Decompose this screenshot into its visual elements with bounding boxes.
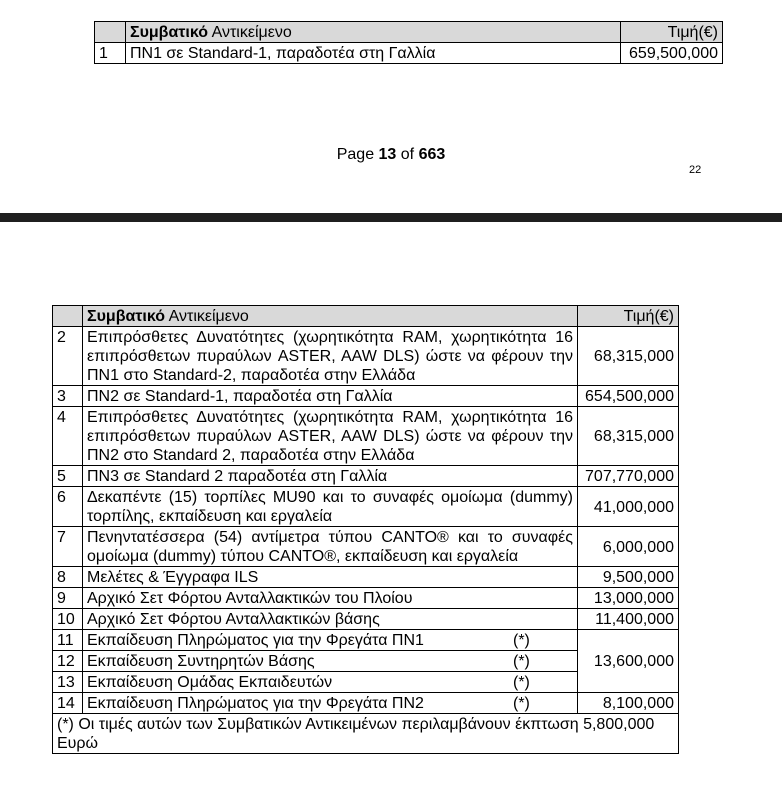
row-desc: Επιπρόσθετες Δυνατότητες (χωρητικότητα RAM, χωρητικότητα 16 επιπρόσθετων πυραύλων ASTER, AAW DLS) ώστε να φέρουν την ΠΝ2 στο Standard 2, παραδοτέα στην Ελλάδα (82, 407, 577, 466)
header-subject-cell (82, 306, 577, 327)
row-no: 3 (53, 386, 83, 407)
table-row (53, 386, 679, 407)
table-row (53, 466, 679, 487)
row-no: 1 (95, 43, 126, 64)
row-desc (82, 651, 577, 672)
table-row (95, 43, 723, 64)
table-row (53, 693, 679, 714)
header-price-cell: Τιμή(€) (578, 306, 679, 327)
row-price: 68,315,000 (578, 327, 679, 386)
header-no-cell (95, 22, 126, 43)
row-desc: Μελέτες & Έγγραφα ILS (82, 567, 577, 588)
row-desc (82, 672, 577, 693)
row-price: 41,000,000 (578, 487, 679, 527)
header-no-cell (53, 306, 83, 327)
page-indicator (0, 146, 782, 164)
footer-page-number: 22 (689, 164, 702, 176)
table-row (53, 527, 679, 567)
table-header-row (95, 22, 723, 43)
top-items-table (94, 21, 723, 64)
row-desc-text: Εκπαίδευση Συντηρητών Βάσης (86, 653, 315, 670)
page-total: 663 (418, 146, 446, 163)
row-price: 68,315,000 (578, 407, 679, 466)
row-desc: ΠΝ1 σε Standard-1, παραδοτέα στη Γαλλία (125, 43, 620, 64)
bottom-items-table (52, 305, 679, 754)
table-row (53, 630, 679, 651)
table-header-row (53, 306, 679, 327)
header-subject-rest: Αντικείμενο (165, 308, 249, 325)
row-no: 5 (53, 466, 83, 487)
asterisk-mark: (*) (512, 674, 530, 691)
row-no: 14 (53, 693, 83, 714)
header-subject-cell (125, 22, 620, 43)
row-price: 11,400,000 (578, 609, 679, 630)
row-desc: ΠΝ3 σε Standard 2 παραδοτέα στη Γαλλία (82, 466, 577, 487)
table-row (53, 407, 679, 466)
row-desc-text: Εκπαίδευση Ομάδας Εκπαιδευτών (86, 674, 333, 691)
row-no: 9 (53, 588, 83, 609)
table-row (53, 609, 679, 630)
discount-note: (*) Οι τιμές αυτών των Συμβατικών Αντικειμένων περιλαμβάνουν έκπτωση 5,800,000 Ευρώ (53, 714, 679, 754)
asterisk-mark: (*) (512, 632, 530, 649)
row-price: 659,500,000 (621, 43, 723, 64)
row-no: 11 (53, 630, 83, 651)
row-desc: ΠΝ2 σε Standard-1, παραδοτέα στη Γαλλία (82, 386, 577, 407)
page-current: 13 (378, 146, 397, 163)
header-price-cell: Τιμή(€) (621, 22, 723, 43)
table-row (53, 487, 679, 527)
row-price: 13,000,000 (578, 588, 679, 609)
page-middle: of (396, 146, 419, 163)
row-price: 6,000,000 (578, 527, 679, 567)
row-price: 8,100,000 (578, 693, 679, 714)
row-desc: Δεκαπέντε (15) τορπίλες MU90 και το συναφές ομοίωμα (dummy) τορπίλης, εκπαίδευση και εργαλεία (82, 487, 577, 527)
asterisk-mark: (*) (512, 695, 530, 712)
row-no: 13 (53, 672, 83, 693)
table-row (53, 588, 679, 609)
row-desc: Πενηντατέσσερα (54) αντίμετρα τύπου CANTO® και το συναφές ομοίωμα (dummy) τύπου CANTO®, εκπαίδευση και εργαλεία (82, 527, 577, 567)
table-row (53, 327, 679, 386)
asterisk-mark: (*) (512, 653, 530, 670)
page-divider (0, 213, 782, 222)
training-price: 13,600,000 (578, 630, 679, 693)
row-no: 4 (53, 407, 83, 466)
row-no: 2 (53, 327, 83, 386)
row-no: 10 (53, 609, 83, 630)
table-row (53, 567, 679, 588)
row-price: 707,770,000 (578, 466, 679, 487)
header-subject-bold: Συμβατικό (129, 24, 209, 41)
page-prefix: Page (336, 146, 379, 163)
row-price: 654,500,000 (578, 386, 679, 407)
row-desc-text: Εκπαίδευση Πληρώματος για την Φρεγάτα ΠΝ2 (86, 695, 424, 712)
header-subject-rest: Αντικείμενο (208, 24, 292, 41)
row-price: 9,500,000 (578, 567, 679, 588)
row-no: 7 (53, 527, 83, 567)
row-desc-text: Εκπαίδευση Πληρώματος για την Φρεγάτα ΠΝ1 (86, 632, 424, 649)
row-desc: Επιπρόσθετες Δυνατότητες (χωρητικότητα RAM, χωρητικότητα 16 επιπρόσθετων πυραύλων ASTER, AAW DLS) ώστε να φέρουν την ΠΝ1 στο Standard-2, παραδοτέα στην Ελλάδα (82, 327, 577, 386)
row-desc: Αρχικό Σετ Φόρτου Ανταλλακτικών βάσης (82, 609, 577, 630)
header-subject-bold: Συμβατικό (86, 308, 166, 325)
row-desc (82, 693, 577, 714)
row-no: 12 (53, 651, 83, 672)
row-desc: Αρχικό Σετ Φόρτου Ανταλλακτικών του Πλοίου (82, 588, 577, 609)
row-no: 8 (53, 567, 83, 588)
row-no: 6 (53, 487, 83, 527)
row-desc (82, 630, 577, 651)
note-row (53, 714, 679, 754)
